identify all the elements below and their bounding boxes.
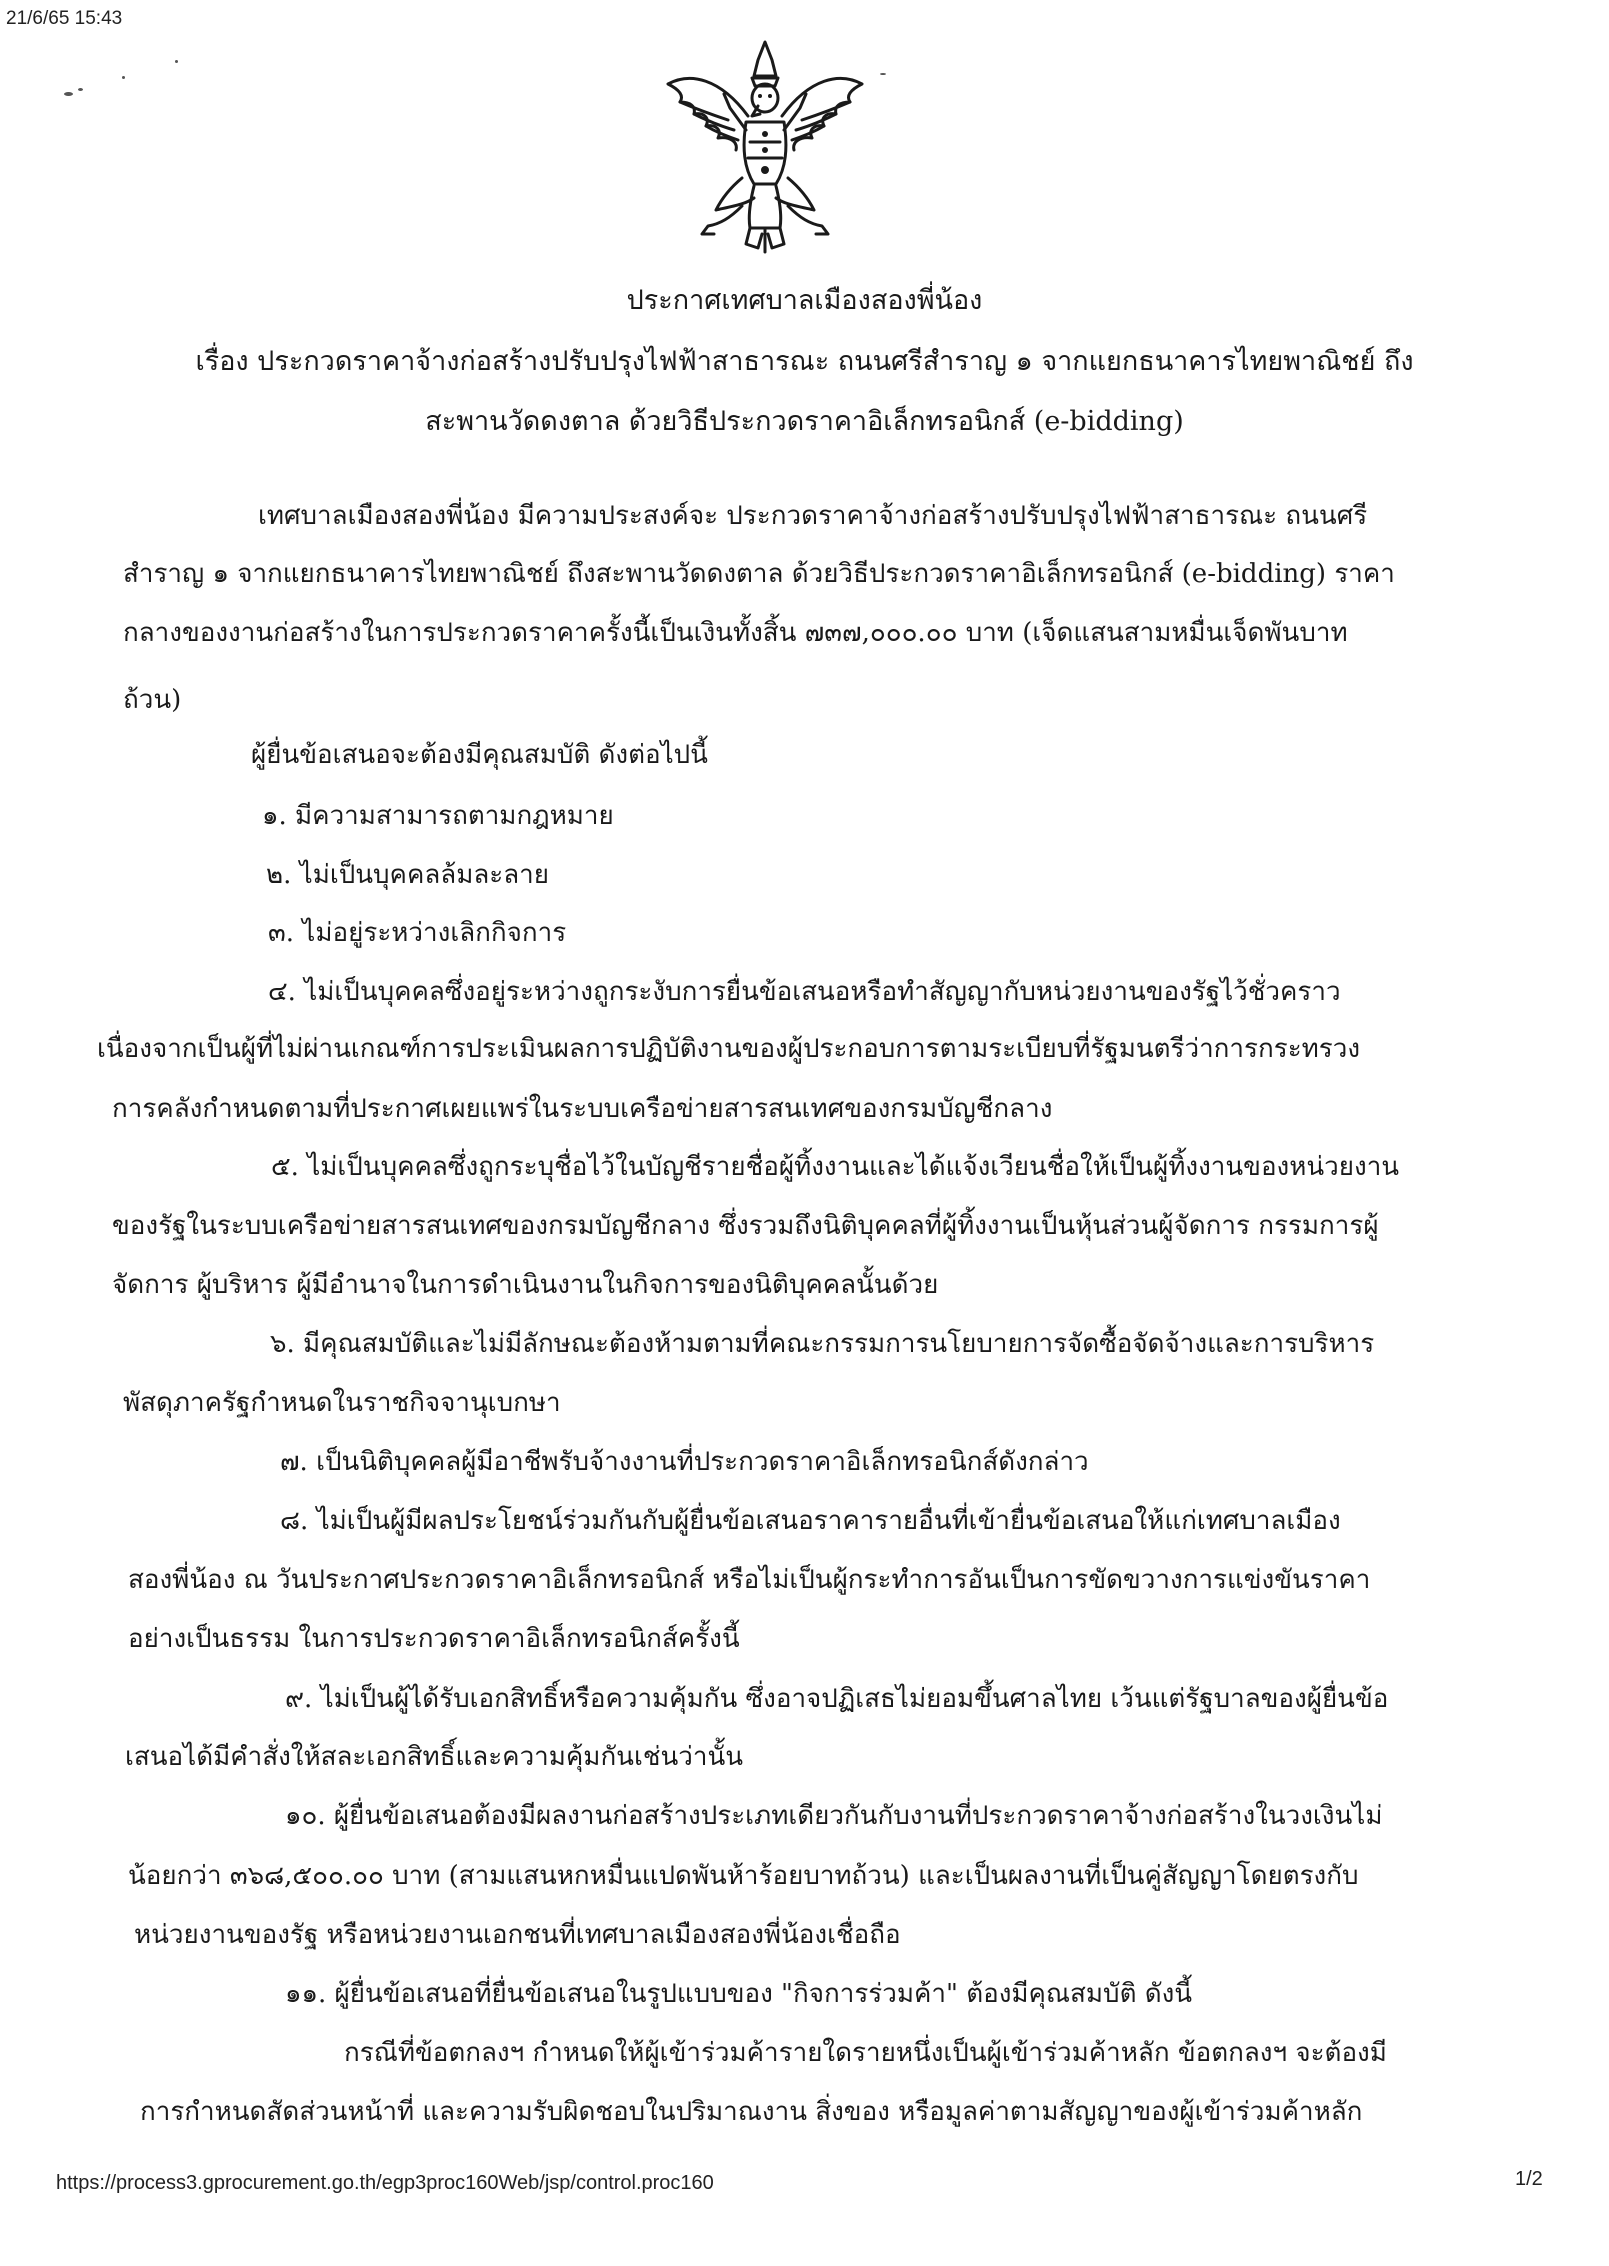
qualification-item-8: อย่างเป็นธรรม ในการประกวดราคาอิเล็กทรอนิกส์ครั้งนี้ bbox=[128, 1624, 740, 1654]
intro-line: สำราญ ๑ จากแยกธนาคารไทยพาณิชย์ ถึงสะพานวัดดงตาล ด้วยวิธีประกวดราคาอิเล็กทรอนิกส์ (e-bidding) ราคา bbox=[123, 559, 1395, 589]
qualification-item-11: การกำหนดสัดส่วนหน้าที่ และความรับผิดชอบในปริมาณงาน สิ่งของ หรือมูลค่าตามสัญญาของผู้เข้าร่วมค้าหลัก bbox=[140, 2097, 1363, 2127]
qualification-item-10: หน่วยงานของรัฐ หรือหน่วยงานเอกชนที่เทศบาลเมืองสองพี่น้องเชื่อถือ bbox=[134, 1920, 901, 1950]
qualification-item-7: ๗. เป็นนิติบุคคลผู้มีอาชีพรับจ้างงานที่ประกวดราคาอิเล็กทรอนิกส์ดังกล่าว bbox=[280, 1447, 1089, 1477]
qualification-item-6: พัสดุภาครัฐกำหนดในราชกิจจานุเบกษา bbox=[123, 1388, 561, 1418]
qualification-item-9: เสนอได้มีคำสั่งให้สละเอกสิทธิ์และความคุ้มกันเช่นว่านั้น bbox=[125, 1742, 744, 1772]
scan-speck bbox=[78, 88, 83, 91]
qualification-item-11: ๑๑. ผู้ยื่นข้อเสนอที่ยื่นข้อเสนอในรูปแบบของ "กิจการร่วมค้า" ต้องมีคุณสมบัติ ดังนี้ bbox=[285, 1979, 1193, 2009]
qualification-item-5: จัดการ ผู้บริหาร ผู้มีอำนาจในการดำเนินงานในกิจการของนิติบุคคลนั้นด้วย bbox=[112, 1270, 939, 1300]
qualification-item-10: น้อยกว่า ๓๖๘,๕๐๐.๐๐ บาท (สามแสนหกหมื่นแปดพันห้าร้อยบาทถ้วน) และเป็นผลงานที่เป็นคู่สัญญาโดยตรงกับ bbox=[128, 1861, 1359, 1891]
intro-line: ถ้วน) bbox=[123, 685, 182, 715]
garuda-emblem-icon bbox=[650, 38, 880, 258]
qualification-item-10: ๑๐. ผู้ยื่นข้อเสนอต้องมีผลงานก่อสร้างประเภทเดียวกันกับงานที่ประกวดราคาจ้างก่อสร้างในวงเงินไม่ bbox=[285, 1801, 1383, 1831]
document-title: ประกาศเทศบาลเมืองสองพี่น้อง bbox=[626, 285, 983, 316]
scan-speck bbox=[122, 76, 125, 79]
subject-line: สะพานวัดดงตาล ด้วยวิธีประกวดราคาอิเล็กทรอนิกส์ (e-bidding) bbox=[425, 406, 1184, 437]
qualification-item-2: ๒. ไม่เป็นบุคคลล้มละลาย bbox=[266, 860, 550, 890]
print-footer-url: https://process3.gprocurement.go.th/egp3proc160Web/jsp/control.proc160 bbox=[56, 2172, 714, 2194]
qualification-item-8: ๘. ไม่เป็นผู้มีผลประโยชน์ร่วมกันกับผู้ยื่นข้อเสนอราคารายอื่นที่เข้ายื่นข้อเสนอให้แก่เทศบาลเมือง bbox=[280, 1506, 1341, 1536]
qualification-item-3: ๓. ไม่อยู่ระหว่างเลิกกิจการ bbox=[268, 918, 567, 948]
qualification-item-4: ๔. ไม่เป็นบุคคลซึ่งอยู่ระหว่างถูกระงับการยื่นข้อเสนอหรือทำสัญญากับหน่วยงานของรัฐไว้ชั่วคราว bbox=[268, 977, 1341, 1007]
qualification-item-5: ๕. ไม่เป็นบุคคลซึ่งถูกระบุชื่อไว้ในบัญชีรายชื่อผู้ทิ้งงานและได้แจ้งเวียนชื่อให้เป็นผู้ทิ้งงานของหน่วยงาน bbox=[271, 1152, 1400, 1182]
scan-speck bbox=[880, 73, 886, 75]
qualification-item-11: กรณีที่ข้อตกลงฯ กำหนดให้ผู้เข้าร่วมค้ารายใดรายหนึ่งเป็นผู้เข้าร่วมค้าหลัก ข้อตกลงฯ จะต้องมี bbox=[344, 2038, 1387, 2068]
scan-speck bbox=[64, 92, 73, 96]
qualification-item-5: ของรัฐในระบบเครือข่ายสารสนเทศของกรมบัญชีกลาง ซึ่งรวมถึงนิติบุคคลที่ผู้ทิ้งงานเป็นหุ้นส่วนผู้จัดการ กรรมการผู้ bbox=[112, 1211, 1379, 1241]
qualification-item-4: การคลังกำหนดตามที่ประกาศเผยแพร่ในระบบเครือข่ายสารสนเทศของกรมบัญชีกลาง bbox=[112, 1094, 1053, 1124]
qualification-item-8: สองพี่น้อง ณ วันประกาศประกวดราคาอิเล็กทรอนิกส์ หรือไม่เป็นผู้กระทำการอันเป็นการขัดขวางการแข่งขันราคา bbox=[128, 1565, 1371, 1595]
subject-line: เรื่อง ประกวดราคาจ้างก่อสร้างปรับปรุงไฟฟ้าสาธารณะ ถนนศรีสำราญ ๑ จากแยกธนาคารไทยพาณิชย์ ถึง bbox=[195, 346, 1414, 377]
intro-line: กลางของงานก่อสร้างในการประกวดราคาครั้งนี้เป็นเงินทั้งสิ้น ๗๓๗,๐๐๐.๐๐ บาท (เจ็ดแสนสามหมื่นเจ็ดพันบาท bbox=[123, 618, 1348, 648]
qualification-item-1: ๑. มีความสามารถตามกฎหมาย bbox=[262, 801, 614, 831]
print-timestamp: 21/6/65 15:43 bbox=[6, 8, 123, 29]
qualification-item-4: เนื่องจากเป็นผู้ที่ไม่ผ่านเกณฑ์การประเมินผลการปฏิบัติงานของผู้ประกอบการตามระเบียบที่รัฐมนตรีว่าการกระทรวง bbox=[97, 1034, 1361, 1064]
intro-line: เทศบาลเมืองสองพี่น้อง มีความประสงค์จะ ประกวดราคาจ้างก่อสร้างปรับปรุงไฟฟ้าสาธารณะ ถนนศรี bbox=[258, 501, 1368, 531]
qualifications-heading: ผู้ยื่นข้อเสนอจะต้องมีคุณสมบัติ ดังต่อไปนี้ bbox=[251, 740, 708, 770]
page-number: 1/2 bbox=[1515, 2168, 1543, 2190]
qualification-item-9: ๙. ไม่เป็นผู้ได้รับเอกสิทธิ์หรือความคุ้มกัน ซึ่งอาจปฏิเสธไม่ยอมขึ้นศาลไทย เว้นแต่รัฐบาลของผู้ยื่นข้อ bbox=[285, 1684, 1389, 1714]
qualification-item-6: ๖. มีคุณสมบัติและไม่มีลักษณะต้องห้ามตามที่คณะกรรมการนโยบายการจัดซื้อจัดจ้างและการบริหาร bbox=[270, 1329, 1375, 1359]
scan-speck bbox=[175, 60, 178, 63]
